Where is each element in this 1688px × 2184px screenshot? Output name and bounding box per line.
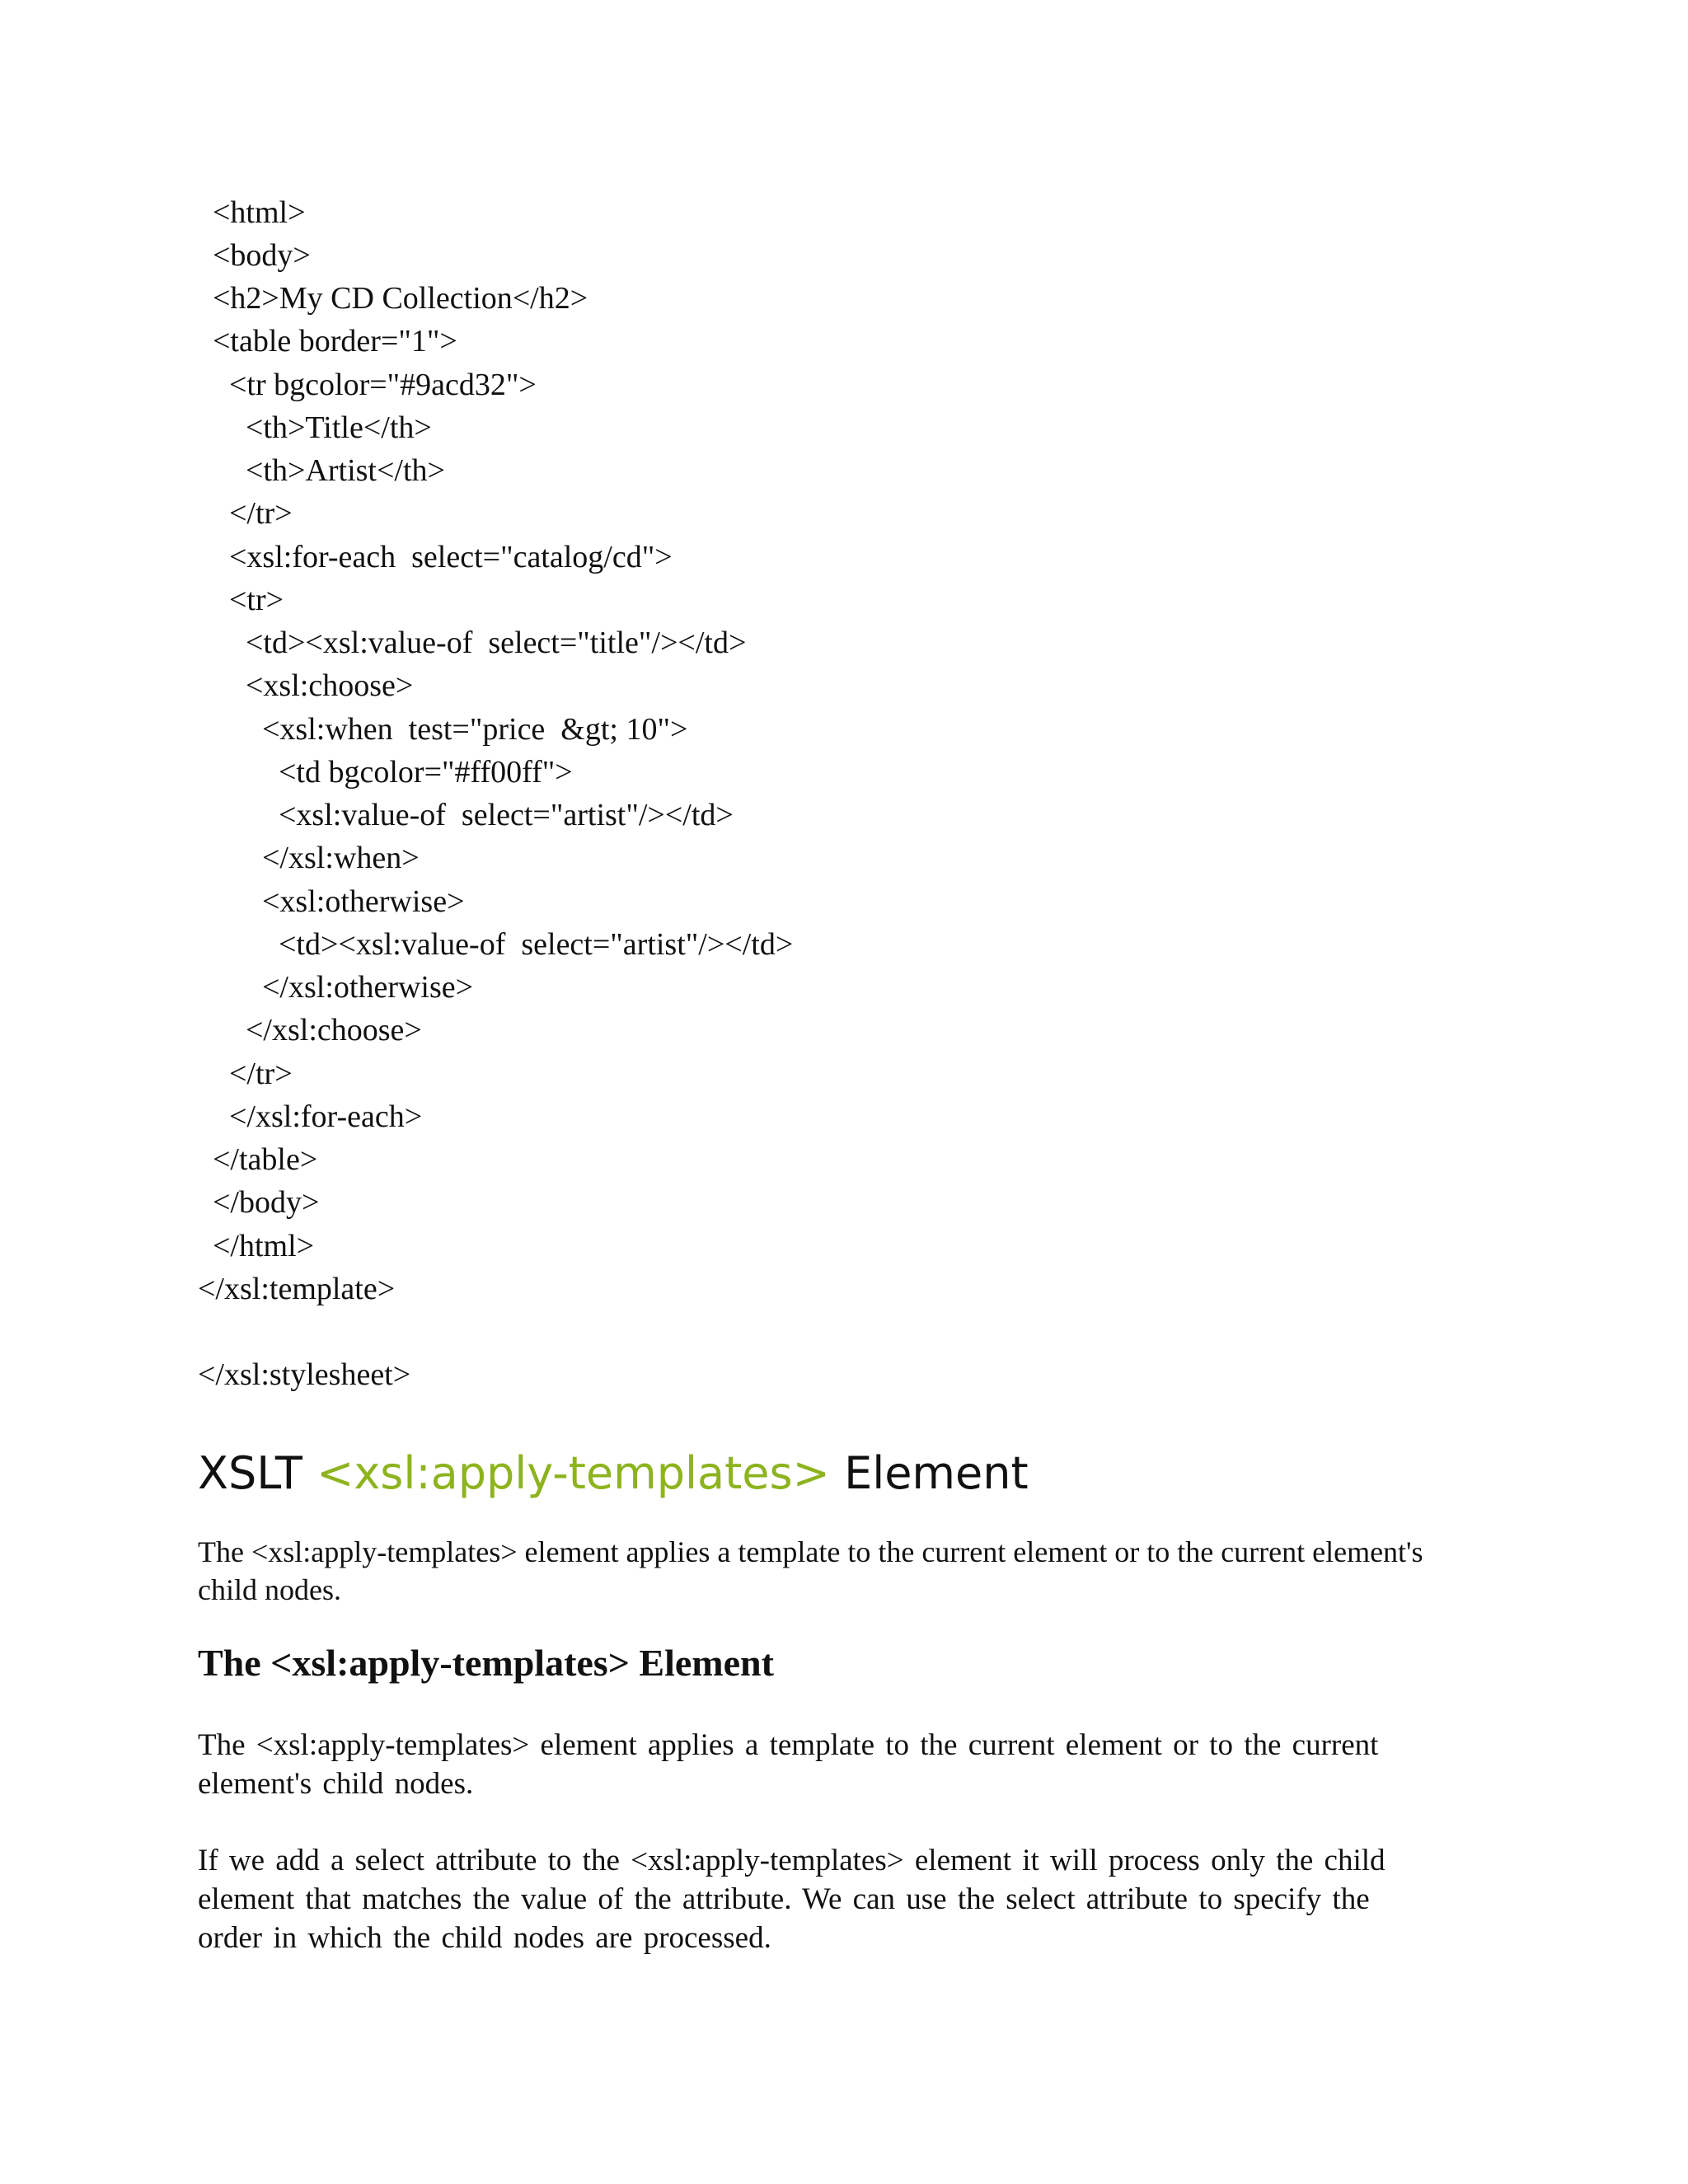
code-line: <td><xsl:value-of select="title"/></td> <box>246 626 747 660</box>
code-line: </xsl:for-each> <box>229 1099 423 1134</box>
code-line: </xsl:when> <box>262 841 420 875</box>
code-line: <xsl:value-of select="artist"/></td> <box>279 798 734 832</box>
section-heading-accent: <xsl:apply-templates> <box>316 1447 830 1499</box>
code-line: </tr> <box>229 496 293 531</box>
section-heading <box>198 1441 1029 1507</box>
code-line: </table> <box>213 1142 318 1177</box>
code-line: <h2>My CD Collection</h2> <box>213 281 588 316</box>
code-line: <tr> <box>229 583 284 617</box>
code-line: <html> <box>213 195 306 230</box>
code-line: <body> <box>213 238 311 273</box>
code-line: </tr> <box>229 1057 293 1091</box>
code-line: </xsl:stylesheet> <box>198 1357 411 1392</box>
code-line: </xsl:template> <box>198 1272 396 1306</box>
section-heading-prefix: XSLT <box>198 1447 317 1499</box>
code-line: <td><xsl:value-of select="artist"/></td> <box>279 927 794 962</box>
code-line: </xsl:otherwise> <box>262 970 474 1005</box>
code-line: <th>Artist</th> <box>246 453 445 488</box>
code-line: <th>Title</th> <box>246 410 432 445</box>
code-line: <xsl:choose> <box>246 668 414 703</box>
code-line: </body> <box>213 1185 320 1220</box>
code-line: </html> <box>213 1229 315 1263</box>
subsection-heading: The <xsl:apply-templates> Element <box>198 1642 774 1684</box>
section-intro: The <xsl:apply-templates> element applies a template to the current element or to the current element's child nodes. <box>198 1535 1423 1606</box>
code-line: <xsl:when test="price &gt; 10"> <box>262 712 688 747</box>
code-line: </xsl:choose> <box>246 1013 422 1047</box>
code-line: <xsl:otherwise> <box>262 884 465 919</box>
code-line: <table border="1"> <box>213 324 457 359</box>
code-line: <tr bgcolor="#9acd32"> <box>229 368 537 402</box>
code-line: <xsl:for-each select="catalog/cd"> <box>229 540 673 574</box>
section-heading-suffix: Element <box>829 1447 1029 1499</box>
code-line: <td bgcolor="#ff00ff"> <box>279 755 573 790</box>
paragraph: The <xsl:apply-templates> element applies a template to the current element or to the current element's child nodes. <box>198 1728 1379 1801</box>
paragraph: If we add a select attribute to the <xsl:apply-templates> element it will process only the child element that matches the value of the attribute. We can use the select attribute to specify the order in which the child nodes are processed. <box>198 1844 1386 1955</box>
